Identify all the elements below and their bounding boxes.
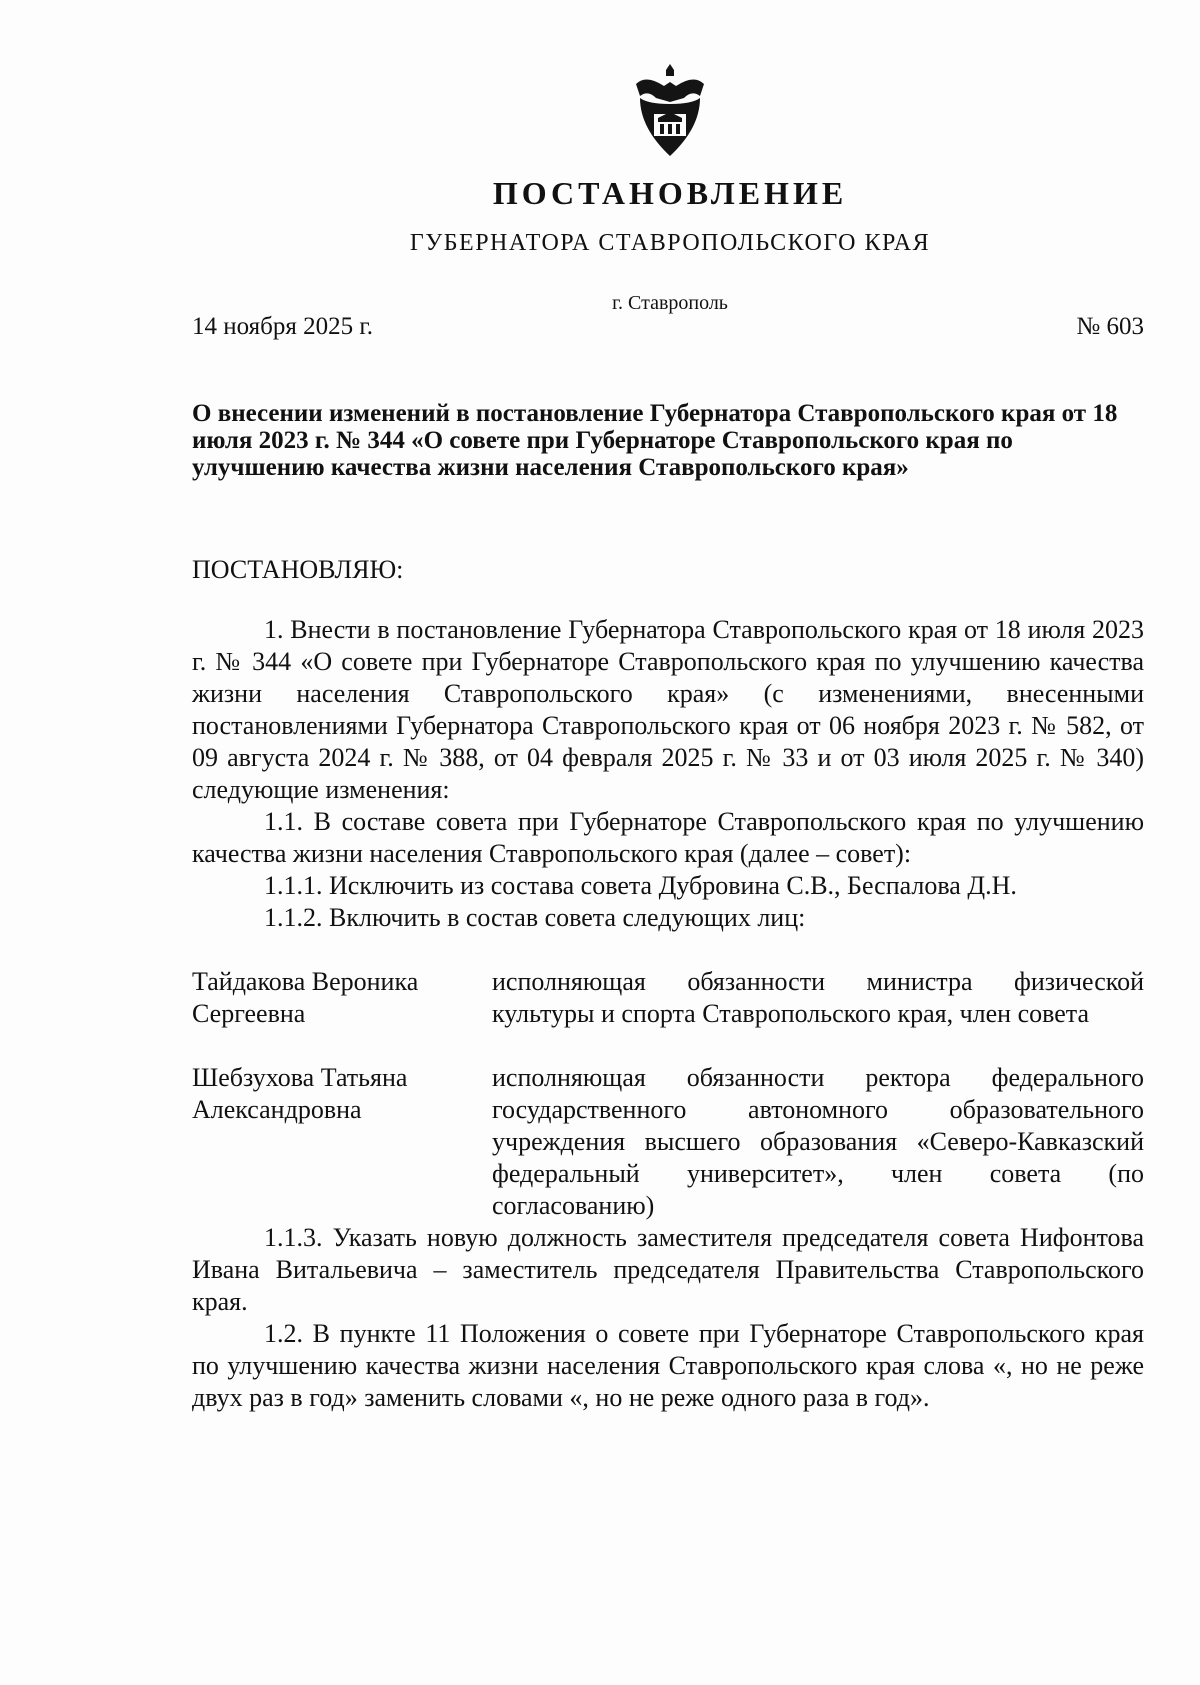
member-row bbox=[192, 966, 1144, 1030]
document-number: № 603 bbox=[1076, 313, 1144, 340]
city-label: г. Ставрополь bbox=[612, 292, 728, 314]
paragraph-1-1-3: 1.1.3. Указать новую должность заместителя председателя совета Нифонтова Ивана Витальевича – заместитель председателя Правительства Ставропольского края. bbox=[192, 1223, 1144, 1316]
member-name: Тайдакова Вероника Сергеевна bbox=[192, 967, 419, 1028]
document-type-title: ПОСТАНОВЛЕНИЕ bbox=[492, 175, 848, 211]
coat-of-arms-icon bbox=[630, 62, 710, 162]
issuer-title: ГУБЕРНАТОРА СТАВРОПОЛЬСКОГО КРАЯ bbox=[409, 230, 931, 256]
paragraph-1-2: 1.2. В пункте 11 Положения о совете при Губернаторе Ставропольского края по улучшению качества жизни населения Ставропольского края слова «, но не реже двух раз в год» заменить словами «, но не реже одного раза в год». bbox=[192, 1319, 1144, 1412]
document-body bbox=[192, 614, 1144, 1414]
document-subject: О внесении изменений в постановление Губернатора Ставропольского края от 18 июля 2023 г. № 344 «О совете при Губернаторе Ставропольского края по улучшению качества жизни населения Ставропольского края» bbox=[192, 400, 1118, 481]
member-post: исполняющая обязанности ректора федерального государственного автономного образовательного учреждения высшего образования «Северо-Кавказский федеральный университет», член совета (по согласованию) bbox=[492, 1063, 1144, 1220]
member-name: Шебзухова Татьяна Александровна bbox=[192, 1063, 408, 1124]
paragraph-1: 1. Внести в постановление Губернатора Ставропольского края от 18 июля 2023 г. № 344 «О совете при Губернаторе Ставропольского края по улучшению качества жизни населения Ставропольского края» (с изменениями, внесенными постановлениями Губернатора Ставропольского края от 06 ноября 2023 г. № 582, от 09 августа 2024 г. № 388, от 04 февраля 2025 г. № 33 и от 03 июля 2025 г. № 340) следующие изменения: bbox=[192, 615, 1144, 804]
document-date: 14 ноября 2025 г. bbox=[192, 313, 374, 340]
member-post: исполняющая обязанности министра физической культуры и спорта Ставропольского края, член совета bbox=[492, 967, 1144, 1028]
decree-word: ПОСТАНОВЛЯЮ: bbox=[192, 555, 404, 584]
paragraph-1-1-2: 1.1.2. Включить в состав совета следующих лиц: bbox=[264, 903, 806, 932]
member-row bbox=[192, 1062, 1144, 1222]
paragraph-1-1: 1.1. В составе совета при Губернаторе Ставропольского края по улучшению качества жизни населения Ставропольского края (далее – совет): bbox=[192, 807, 1144, 868]
paragraph-1-1-1: 1.1.1. Исключить из состава совета Дубровина С.В., Беспалова Д.Н. bbox=[264, 871, 1017, 900]
